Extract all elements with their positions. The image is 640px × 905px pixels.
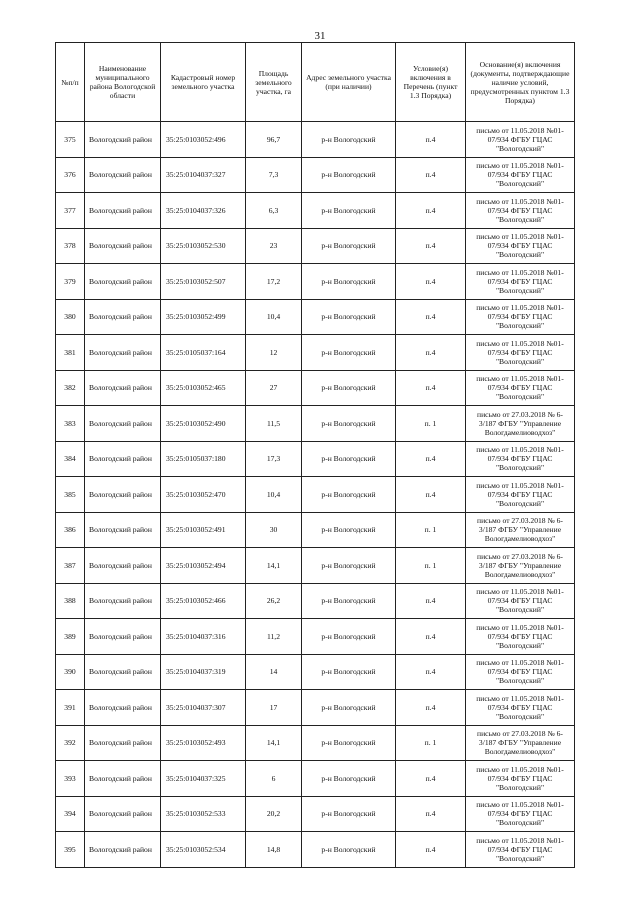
- table-row: [56, 406, 575, 442]
- cell-cadastral: 35:25:0103052:499: [161, 299, 246, 335]
- cell-address: р-н Вологодский: [302, 370, 396, 406]
- cell-condition: п.4: [396, 690, 466, 726]
- cell-address: р-н Вологодский: [302, 441, 396, 477]
- cell-cadastral: 35:25:0105037:164: [161, 335, 246, 371]
- cell-num: 384: [56, 441, 85, 477]
- table-row: [56, 370, 575, 406]
- cell-num: 383: [56, 406, 85, 442]
- table-row: [56, 583, 575, 619]
- cell-district: Вологодский район: [85, 299, 161, 335]
- basis-line: "Вологодский": [495, 853, 545, 863]
- cell-basis: [466, 548, 575, 584]
- cell-cadastral: 35:25:0104037:319: [161, 654, 246, 690]
- cell-num: 388: [56, 583, 85, 619]
- cell-basis: [466, 796, 575, 832]
- basis-line: "Вологодский": [495, 640, 545, 650]
- cell-condition: п.4: [396, 335, 466, 371]
- cell-condition: п. 1: [396, 512, 466, 548]
- basis-line: 3/187 ФГБУ "Управление: [478, 560, 562, 570]
- basis-line: письмо от 27.03.2018 № 6-: [477, 729, 563, 739]
- basis-line: 07/934 ФГБУ ГЦАС: [487, 667, 553, 677]
- cell-condition: п.4: [396, 193, 466, 229]
- basis-line: "Вологодский": [495, 818, 545, 828]
- cell-area: 96,7: [246, 122, 302, 158]
- cell-cadastral: 35:25:0103052:465: [161, 370, 246, 406]
- cell-num: 375: [56, 122, 85, 158]
- basis-line: 07/934 ФГБУ ГЦАС: [487, 134, 553, 144]
- cell-district: Вологодский район: [85, 796, 161, 832]
- land-plots-table: [55, 42, 575, 868]
- cell-condition: п.4: [396, 761, 466, 797]
- basis-line: "Вологодский": [495, 463, 545, 473]
- cell-num: 386: [56, 512, 85, 548]
- header-area: Площадь земельного участка, га: [246, 43, 302, 122]
- cell-area: 23: [246, 228, 302, 264]
- cell-area: 10,4: [246, 477, 302, 513]
- basis-line: письмо от 11.05.2018 №01-: [476, 835, 564, 845]
- basis-line: письмо от 11.05.2018 №01-: [476, 587, 564, 597]
- table-row: [56, 157, 575, 193]
- basis-line: 3/187 ФГБУ "Управление: [478, 738, 562, 748]
- cell-district: Вологодский район: [85, 264, 161, 300]
- basis-line: "Вологодский": [495, 214, 545, 224]
- basis-line: 3/187 ФГБУ "Управление: [478, 525, 562, 535]
- cell-address: р-н Вологодский: [302, 477, 396, 513]
- basis-line: письмо от 11.05.2018 №01-: [476, 232, 564, 242]
- cell-cadastral: 35:25:0103052:493: [161, 725, 246, 761]
- basis-line: письмо от 11.05.2018 №01-: [476, 374, 564, 384]
- table-row: [56, 725, 575, 761]
- cell-cadastral: 35:25:0103052:533: [161, 796, 246, 832]
- basis-line: письмо от 11.05.2018 №01-: [476, 445, 564, 455]
- cell-condition: п.4: [396, 264, 466, 300]
- cell-address: р-н Вологодский: [302, 228, 396, 264]
- cell-basis: [466, 690, 575, 726]
- cell-address: р-н Вологодский: [302, 548, 396, 584]
- cell-basis: [466, 335, 575, 371]
- table-row: [56, 122, 575, 158]
- cell-area: 6,3: [246, 193, 302, 229]
- cell-area: 17,2: [246, 264, 302, 300]
- table-row: [56, 832, 575, 868]
- cell-basis: [466, 264, 575, 300]
- cell-address: р-н Вологодский: [302, 583, 396, 619]
- cell-area: 10,4: [246, 299, 302, 335]
- cell-basis: [466, 761, 575, 797]
- cell-condition: п.4: [396, 832, 466, 868]
- cell-address: р-н Вологодский: [302, 690, 396, 726]
- cell-condition: п.4: [396, 796, 466, 832]
- basis-line: письмо от 11.05.2018 №01-: [476, 480, 564, 490]
- cell-basis: [466, 406, 575, 442]
- cell-condition: п.4: [396, 370, 466, 406]
- cell-district: Вологодский район: [85, 370, 161, 406]
- basis-line: письмо от 11.05.2018 №01-: [476, 196, 564, 206]
- basis-line: письмо от 11.05.2018 №01-: [476, 693, 564, 703]
- cell-area: 14,1: [246, 548, 302, 584]
- cell-district: Вологодский район: [85, 228, 161, 264]
- page-number: 31: [314, 30, 326, 42]
- cell-condition: п.4: [396, 228, 466, 264]
- cell-address: р-н Вологодский: [302, 335, 396, 371]
- cell-basis: [466, 832, 575, 868]
- cell-area: 30: [246, 512, 302, 548]
- cell-address: р-н Вологодский: [302, 512, 396, 548]
- basis-line: 3/187 ФГБУ "Управление: [478, 418, 562, 428]
- cell-cadastral: 35:25:0104037:316: [161, 619, 246, 655]
- cell-address: р-н Вологодский: [302, 832, 396, 868]
- basis-line: 07/934 ФГБУ ГЦАС: [487, 276, 553, 286]
- basis-line: 07/934 ФГБУ ГЦАС: [487, 347, 553, 357]
- basis-line: письмо от 11.05.2018 №01-: [476, 125, 564, 135]
- cell-basis: [466, 477, 575, 513]
- basis-line: "Вологодский": [495, 392, 545, 402]
- cell-district: Вологодский район: [85, 654, 161, 690]
- cell-num: 380: [56, 299, 85, 335]
- cell-area: 26,2: [246, 583, 302, 619]
- cell-condition: п.4: [396, 654, 466, 690]
- cell-basis: [466, 122, 575, 158]
- cell-condition: п.4: [396, 299, 466, 335]
- table-row: [56, 264, 575, 300]
- cell-basis: [466, 654, 575, 690]
- cell-condition: п.4: [396, 619, 466, 655]
- cell-basis: [466, 512, 575, 548]
- cell-area: 14: [246, 654, 302, 690]
- cell-cadastral: 35:25:0104037:325: [161, 761, 246, 797]
- basis-line: Вологдамелиоводхоз": [484, 569, 556, 579]
- cell-district: Вологодский район: [85, 761, 161, 797]
- table-row: [56, 548, 575, 584]
- cell-address: р-н Вологодский: [302, 725, 396, 761]
- cell-basis: [466, 299, 575, 335]
- basis-line: "Вологодский": [495, 179, 545, 189]
- cell-area: 6: [246, 761, 302, 797]
- cell-num: 391: [56, 690, 85, 726]
- basis-line: 07/934 ФГБУ ГЦАС: [487, 844, 553, 854]
- cell-district: Вологодский район: [85, 832, 161, 868]
- cell-cadastral: 35:25:0103052:491: [161, 512, 246, 548]
- cell-district: Вологодский район: [85, 512, 161, 548]
- cell-condition: п.4: [396, 441, 466, 477]
- cell-area: 11,5: [246, 406, 302, 442]
- basis-line: 07/934 ФГБУ ГЦАС: [487, 809, 553, 819]
- cell-cadastral: 35:25:0103052:530: [161, 228, 246, 264]
- cell-condition: п. 1: [396, 406, 466, 442]
- cell-basis: [466, 228, 575, 264]
- basis-line: 07/934 ФГБУ ГЦАС: [487, 489, 553, 499]
- cell-basis: [466, 725, 575, 761]
- header-condition: Условие(я) включения в Перечень (пункт 1.3 Порядка): [396, 43, 466, 122]
- cell-condition: п.4: [396, 157, 466, 193]
- cell-num: 390: [56, 654, 85, 690]
- cell-district: Вологодский район: [85, 725, 161, 761]
- cell-num: 387: [56, 548, 85, 584]
- table-row: [56, 335, 575, 371]
- table-row: [56, 228, 575, 264]
- cell-area: 11,2: [246, 619, 302, 655]
- cell-address: р-н Вологодский: [302, 193, 396, 229]
- cell-num: 376: [56, 157, 85, 193]
- basis-line: письмо от 11.05.2018 №01-: [476, 161, 564, 171]
- cell-area: 20,2: [246, 796, 302, 832]
- basis-line: 07/934 ФГБУ ГЦАС: [487, 596, 553, 606]
- cell-district: Вологодский район: [85, 548, 161, 584]
- cell-num: 381: [56, 335, 85, 371]
- table-row: [56, 690, 575, 726]
- cell-district: Вологодский район: [85, 583, 161, 619]
- cell-cadastral: 35:25:0104037:307: [161, 690, 246, 726]
- basis-line: "Вологодский": [495, 605, 545, 615]
- basis-line: "Вологодский": [495, 356, 545, 366]
- basis-line: письмо от 11.05.2018 №01-: [476, 338, 564, 348]
- basis-line: Вологдамелиоводхоз": [484, 534, 556, 544]
- cell-num: 392: [56, 725, 85, 761]
- table-row: [56, 796, 575, 832]
- basis-line: "Вологодский": [495, 285, 545, 295]
- cell-district: Вологодский район: [85, 406, 161, 442]
- cell-cadastral: 35:25:0103052:507: [161, 264, 246, 300]
- basis-line: письмо от 27.03.2018 № 6-: [477, 551, 563, 561]
- cell-address: р-н Вологодский: [302, 654, 396, 690]
- cell-basis: [466, 193, 575, 229]
- header-cadastral: Кадастровый номер земельного участка: [161, 43, 246, 122]
- cell-district: Вологодский район: [85, 441, 161, 477]
- basis-line: письмо от 11.05.2018 №01-: [476, 267, 564, 277]
- cell-area: 12: [246, 335, 302, 371]
- cell-basis: [466, 619, 575, 655]
- table-row: [56, 512, 575, 548]
- cell-district: Вологодский район: [85, 157, 161, 193]
- cell-condition: п.4: [396, 583, 466, 619]
- cell-address: р-н Вологодский: [302, 157, 396, 193]
- cell-district: Вологодский район: [85, 335, 161, 371]
- cell-num: 395: [56, 832, 85, 868]
- basis-line: "Вологодский": [495, 321, 545, 331]
- basis-line: "Вологодский": [495, 711, 545, 721]
- cell-address: р-н Вологодский: [302, 796, 396, 832]
- table-row: [56, 477, 575, 513]
- cell-num: 377: [56, 193, 85, 229]
- cell-address: р-н Вологодский: [302, 264, 396, 300]
- header-district: Наименование муниципального района Вологодской области: [85, 43, 161, 122]
- cell-district: Вологодский район: [85, 619, 161, 655]
- cell-district: Вологодский район: [85, 690, 161, 726]
- basis-line: письмо от 27.03.2018 № 6-: [477, 516, 563, 526]
- cell-area: 14,8: [246, 832, 302, 868]
- basis-line: "Вологодский": [495, 782, 545, 792]
- cell-num: 379: [56, 264, 85, 300]
- cell-district: Вологодский район: [85, 193, 161, 229]
- cell-basis: [466, 441, 575, 477]
- cell-num: 389: [56, 619, 85, 655]
- cell-cadastral: 35:25:0103052:490: [161, 406, 246, 442]
- cell-cadastral: 35:25:0103052:496: [161, 122, 246, 158]
- cell-condition: п.4: [396, 477, 466, 513]
- cell-area: 27: [246, 370, 302, 406]
- basis-line: 07/934 ФГБУ ГЦАС: [487, 773, 553, 783]
- cell-address: р-н Вологодский: [302, 619, 396, 655]
- cell-num: 393: [56, 761, 85, 797]
- cell-basis: [466, 583, 575, 619]
- header-address: Адрес земельного участка (при наличии): [302, 43, 396, 122]
- table-row: [56, 654, 575, 690]
- cell-area: 17: [246, 690, 302, 726]
- cell-num: 382: [56, 370, 85, 406]
- basis-line: "Вологодский": [495, 143, 545, 153]
- table-row: [56, 193, 575, 229]
- cell-condition: п. 1: [396, 548, 466, 584]
- cell-basis: [466, 157, 575, 193]
- table-row: [56, 761, 575, 797]
- basis-line: "Вологодский": [495, 498, 545, 508]
- cell-num: 378: [56, 228, 85, 264]
- basis-line: 07/934 ФГБУ ГЦАС: [487, 702, 553, 712]
- basis-line: 07/934 ФГБУ ГЦАС: [487, 454, 553, 464]
- table-header-row: [56, 43, 575, 122]
- cell-basis: [466, 370, 575, 406]
- header-basis: Основание(я) включения (документы, подтверждающие наличие условий, предусмотренных пунктом 1.3 Порядка): [466, 43, 575, 122]
- cell-cadastral: 35:25:0103052:534: [161, 832, 246, 868]
- cell-address: р-н Вологодский: [302, 122, 396, 158]
- cell-condition: п.4: [396, 122, 466, 158]
- basis-line: письмо от 27.03.2018 № 6-: [477, 409, 563, 419]
- cell-cadastral: 35:25:0103052:470: [161, 477, 246, 513]
- basis-line: 07/934 ФГБУ ГЦАС: [487, 205, 553, 215]
- basis-line: Вологдамелиоводхоз": [484, 427, 556, 437]
- table-row: [56, 299, 575, 335]
- basis-line: письмо от 11.05.2018 №01-: [476, 658, 564, 668]
- cell-cadastral: 35:25:0104037:327: [161, 157, 246, 193]
- cell-district: Вологодский район: [85, 122, 161, 158]
- cell-cadastral: 35:25:0103052:494: [161, 548, 246, 584]
- cell-area: 7,3: [246, 157, 302, 193]
- cell-district: Вологодский район: [85, 477, 161, 513]
- cell-area: 14,1: [246, 725, 302, 761]
- basis-line: письмо от 11.05.2018 №01-: [476, 622, 564, 632]
- table-body: [56, 122, 575, 868]
- header-num: №п/п: [56, 43, 85, 122]
- basis-line: 07/934 ФГБУ ГЦАС: [487, 631, 553, 641]
- cell-condition: п. 1: [396, 725, 466, 761]
- cell-num: 385: [56, 477, 85, 513]
- basis-line: 07/934 ФГБУ ГЦАС: [487, 312, 553, 322]
- basis-line: 07/934 ФГБУ ГЦАС: [487, 170, 553, 180]
- basis-line: письмо от 11.05.2018 №01-: [476, 764, 564, 774]
- basis-line: письмо от 11.05.2018 №01-: [476, 800, 564, 810]
- cell-area: 17,3: [246, 441, 302, 477]
- basis-line: письмо от 11.05.2018 №01-: [476, 303, 564, 313]
- basis-line: Вологдамелиоводхоз": [484, 747, 556, 757]
- cell-cadastral: 35:25:0103052:466: [161, 583, 246, 619]
- cell-cadastral: 35:25:0104037:326: [161, 193, 246, 229]
- cell-address: р-н Вологодский: [302, 299, 396, 335]
- basis-line: 07/934 ФГБУ ГЦАС: [487, 383, 553, 393]
- cell-cadastral: 35:25:0105037:180: [161, 441, 246, 477]
- table-row: [56, 441, 575, 477]
- cell-address: р-н Вологодский: [302, 761, 396, 797]
- cell-num: 394: [56, 796, 85, 832]
- basis-line: "Вологодский": [495, 676, 545, 686]
- table-row: [56, 619, 575, 655]
- basis-line: 07/934 ФГБУ ГЦАС: [487, 241, 553, 251]
- basis-line: "Вологодский": [495, 250, 545, 260]
- cell-address: р-н Вологодский: [302, 406, 396, 442]
